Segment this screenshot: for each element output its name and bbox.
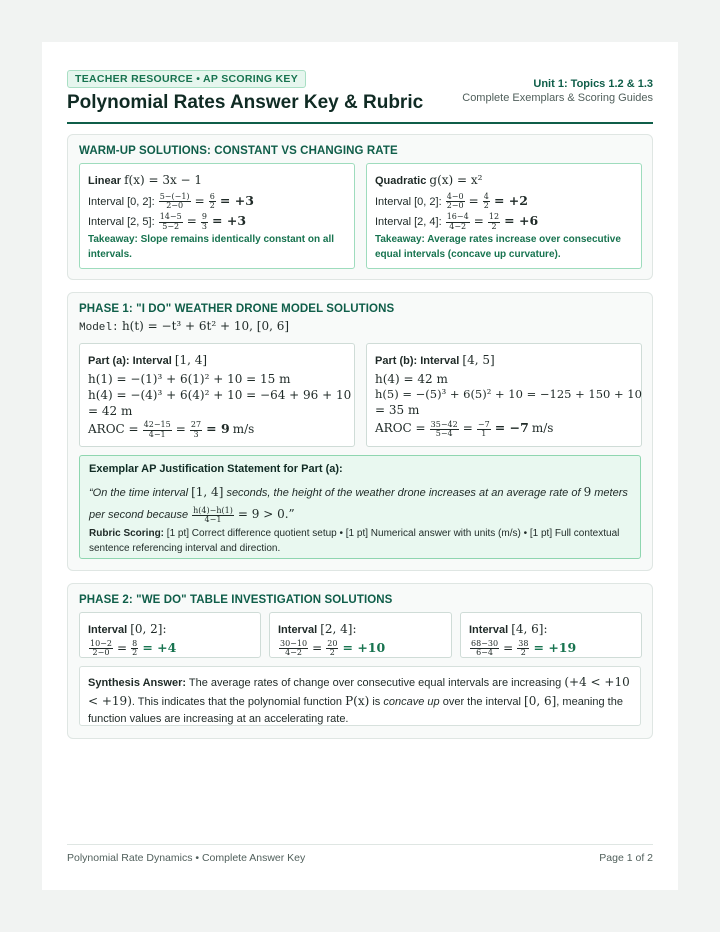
linear-card: Linear f(x) = 3x − 1 Interval [0, 2]: $\frac{5-(-1)}{2-0}$ = $\frac{6}{2}$ = +3 Interval [2, 5]: $\frac{14-5}{5-2}$ = $\frac{9}{3}$ = +3 Takeaway: Slope remains identically constant on all intervals. — [79, 163, 355, 269]
linear-interval-1: Interval [0, 2]: — [88, 195, 155, 208]
model-equation: Model: h(t) = −t³ + 6t² + 10, [0, 6] — [79, 319, 290, 334]
fraction: $\frac{9}{3}$ — [201, 212, 207, 231]
part-b-line-1: h(4) = 42 m — [375, 371, 448, 386]
page-footer — [67, 844, 653, 864]
fraction: $\frac{16-4}{4-2}$ — [446, 212, 469, 231]
resource-tag: TEACHER RESOURCE • AP SCORING KEY — [67, 70, 306, 88]
synthesis-answer: Synthesis Answer: The average rates of change over consecutive equal intervals are increasing (+4 < +10 < +19). This indicates that the polynomial function P(x) is concave up over the interval [0, 6], meaning the function values are increasing at an accelerating rate. — [79, 666, 641, 726]
page-title: Polynomial Rates Answer Key & Rubric — [67, 92, 424, 113]
fraction: $\frac{6}{2}$ — [209, 191, 215, 211]
part-b-label: Part (b): Interval — [375, 355, 460, 367]
fraction: $\frac{12}{2}$ — [488, 212, 500, 231]
phase1-section — [67, 292, 653, 571]
part-a-label: Part (a): Interval — [88, 355, 172, 367]
answer-key-page — [42, 42, 678, 890]
quadratic-result-1: = +2 — [493, 192, 528, 208]
table-interval-card: Interval [4, 6]: $\frac{68-30}{6-4}$ = $\frac{38}{2}$ = +19 — [460, 612, 642, 658]
phase2-title: PHASE 2: "WE DO" TABLE INVESTIGATION SOLUTIONS — [79, 594, 393, 606]
fraction: $\frac{5-(-1)}{2-0}$ — [159, 191, 190, 211]
quadratic-interval-2: Interval [2, 4]: — [375, 216, 442, 229]
quadratic-card: Quadratic g(x) = x² Interval [0, 2]: $\frac{4-0}{2-0}$ = $\frac{4}{2}$ = +2 Interval [2, 4]: $\frac{16-4}{4-2}$ = $\frac{12}{2}$ = +6 Takeaway: Average rates increase over consecutive equal intervals (concave up curvature). — [366, 163, 642, 269]
linear-function: f(x) = 3x − 1 — [124, 173, 203, 187]
unit-label: Unit 1: Topics 1.2 & 1.3 — [533, 78, 653, 90]
warmup-section — [67, 134, 653, 280]
part-b-aroc: AROC = $\frac{35-42}{5-4}$ = $\frac{-7}{1}$ = −7 m/s — [375, 419, 554, 439]
part-b-line-2: h(5) = −(5)³ + 6(5)² + 10 = −125 + 150 + 10 — [375, 386, 642, 401]
part-a-line-3: = 42 m — [88, 403, 133, 418]
exemplar-quote: “On the time interval [1, 4] seconds, the height of the weather drone increases at an average rate of 9 meters per second because $\frac{h(4)-h(1)}{4-1}$ = 9 > 0.” — [89, 485, 628, 524]
part-a-line-2: h(4) = −(4)³ + 6(4)² + 10 = −64 + 96 + 10 — [88, 387, 352, 402]
exemplar-box — [79, 455, 641, 559]
linear-takeaway: Takeaway: Slope remains identically constant on all intervals. — [88, 233, 335, 260]
page-number: Page 1 of 2 — [599, 852, 653, 864]
linear-name: Linear — [88, 175, 122, 187]
part-a-line-1: h(1) = −(1)³ + 6(1)² + 10 = 15 m — [88, 371, 291, 386]
table-interval-card: Interval [2, 4]: $\frac{30-10}{4-2}$ = $\frac{20}{2}$ = +10 — [269, 612, 452, 658]
fraction: $\frac{4-0}{2-0}$ — [446, 191, 464, 211]
phase2-section — [67, 583, 653, 739]
quadratic-function: g(x) = x² — [429, 173, 483, 187]
rubric-scoring: Rubric Scoring: [1 pt] Correct difference quotient setup • [1 pt] Numerical answer with units (m/s) • [1 pt] Full contextual sentence referencing interval and direction. — [89, 527, 620, 555]
part-b-card: Part (b): Interval [4, 5] h(4) = 42 m h(5) = −(5)³ + 6(5)² + 10 = −125 + 150 + 10 = 35 m AROC = $\frac{35-42}{5-4}$ = $\frac{-7}{1}$ = −7 m/s — [366, 343, 642, 447]
quadratic-interval-1: Interval [0, 2]: — [375, 195, 442, 208]
linear-result-2: = +3 — [212, 213, 247, 229]
page-header — [67, 70, 653, 124]
part-a-aroc: AROC = $\frac{42-15}{4-1}$ = $\frac{27}{3}$ = 9 m/s — [88, 420, 255, 439]
part-a-card: Part (a): Interval [1, 4] h(1) = −(1)³ + 6(1)² + 10 = 15 m h(4) = −(4)³ + 6(4)² + 10 = −64 + 96 + 10 = 42 m AROC = $\frac{42-15}{4-1}$ = $\frac{27}{3}$ = 9 m/s — [79, 343, 355, 447]
part-b-line-3: = 35 m — [375, 403, 420, 418]
quadratic-takeaway: Takeaway: Average rates increase over consecutive equal intervals (concave up curvature). — [375, 233, 621, 260]
quadratic-result-2: = +6 — [504, 213, 539, 229]
table-interval-card: Interval [0, 2]: $\frac{10-2}{2-0}$ = $\frac{8}{2}$ = +4 — [79, 612, 261, 658]
footer-title: Polynomial Rate Dynamics • Complete Answer Key — [67, 852, 306, 864]
linear-result-1: = +3 — [219, 192, 254, 208]
quadratic-name: Quadratic — [375, 175, 427, 187]
exemplar-title: Exemplar AP Justification Statement for Part (a): — [89, 463, 343, 475]
warmup-title: WARM-UP SOLUTIONS: CONSTANT VS CHANGING RATE — [79, 145, 398, 157]
fraction: $\frac{4}{2}$ — [483, 191, 489, 211]
page-subtitle: Complete Exemplars & Scoring Guides — [462, 92, 653, 104]
phase1-title: PHASE 1: "I DO" WEATHER DRONE MODEL SOLUTIONS — [79, 303, 395, 315]
fraction: $\frac{14-5}{5-2}$ — [159, 212, 182, 231]
linear-interval-2: Interval [2, 5]: — [88, 216, 155, 229]
